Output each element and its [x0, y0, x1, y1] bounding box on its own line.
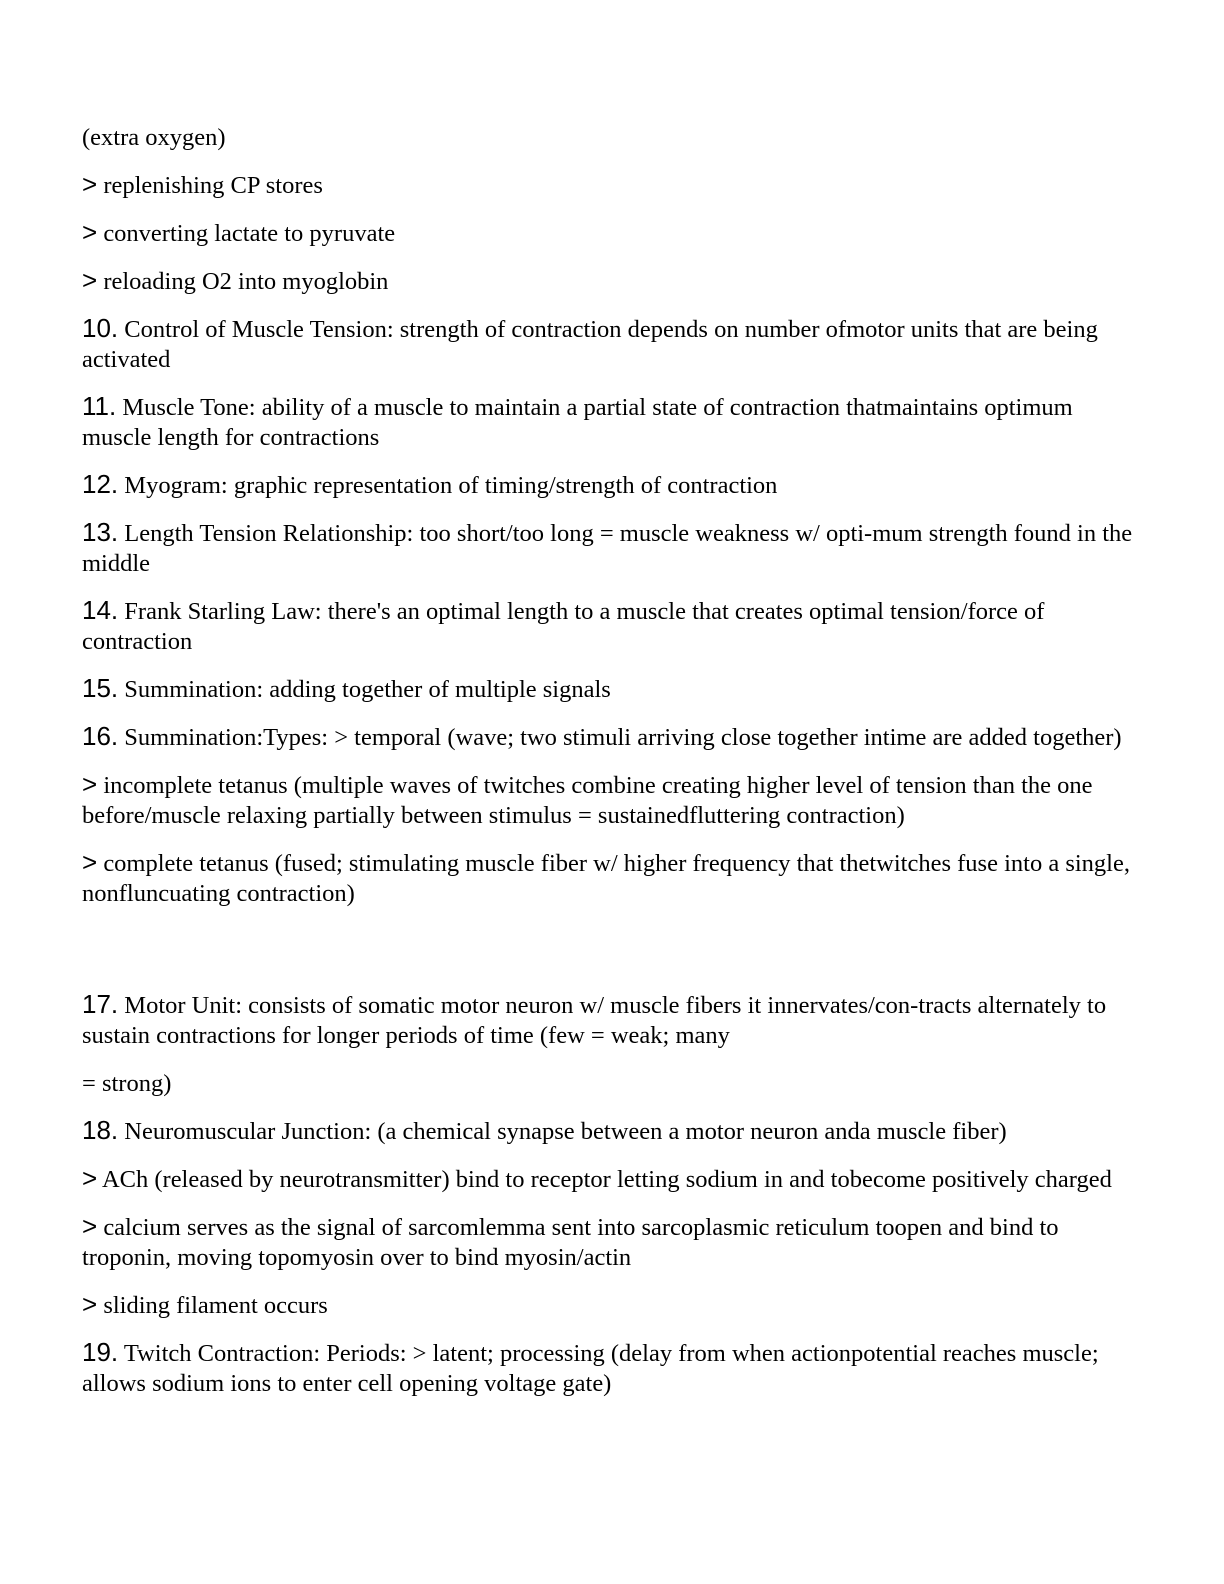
bullet-marker: >: [82, 265, 98, 295]
item-number: 16.: [82, 721, 119, 751]
paragraph-text: incomplete tetanus (multiple waves of twitches combine creating higher level of tension than the one before/muscle relaxing partially between stimulus = sustainedfluttering contraction): [82, 772, 1093, 829]
item-number: 18.: [82, 1115, 119, 1145]
note-paragraph: [82, 769, 1142, 831]
paragraph-text: (extra oxygen): [82, 124, 226, 151]
note-paragraph: [82, 721, 1142, 753]
paragraph-text: complete tetanus (fused; stimulating muscle fiber w/ higher frequency that thetwitches fuse into a single, nonfluncuating contraction): [82, 850, 1130, 907]
paragraph-text: = strong): [82, 1070, 172, 1097]
paragraph-text: Summination:Types: > temporal (wave; two stimuli arriving close together intime are added together): [118, 724, 1122, 751]
bullet-marker: >: [82, 1163, 98, 1193]
bullet-marker: >: [82, 169, 98, 199]
item-number: 12.: [82, 469, 119, 499]
paragraph-text: calcium serves as the signal of sarcomlemma sent into sarcoplasmic reticulum toopen and bind to troponin, moving topomyosin over to bind myosin/actin: [82, 1214, 1059, 1271]
paragraph-text: sliding filament occurs: [97, 1292, 328, 1319]
note-paragraph: [82, 595, 1142, 657]
note-paragraph: [82, 673, 1142, 705]
paragraph-text: Control of Muscle Tension: strength of contraction depends on number ofmotor units that are being activated: [82, 316, 1098, 373]
note-paragraph: [82, 391, 1142, 453]
note-paragraph: [82, 1211, 1142, 1273]
note-paragraph: [82, 1115, 1142, 1147]
note-paragraph: [82, 217, 1142, 249]
section-gap: [82, 925, 1142, 989]
paragraph-text: Length Tension Relationship: too short/too long = muscle weakness w/ opti-mum strength found in the middle: [82, 520, 1133, 577]
item-number: 10.: [82, 313, 119, 343]
note-paragraph: [82, 1163, 1142, 1195]
note-paragraph: [82, 989, 1142, 1051]
paragraph-text: Muscle Tone: ability of a muscle to maintain a partial state of contraction thatmaintains optimum muscle length for contractions: [82, 394, 1073, 451]
note-paragraph: [82, 517, 1142, 579]
bullet-marker: >: [82, 217, 98, 247]
paragraph-text: converting lactate to pyruvate: [97, 220, 396, 247]
item-number: 19.: [82, 1337, 119, 1367]
paragraph-text: Frank Starling Law: there's an optimal length to a muscle that creates optimal tension/force of contraction: [82, 598, 1045, 655]
paragraph-text: Twitch Contraction: Periods: > latent; processing (delay from when actionpotential reaches muscle; allows sodium ions to enter cell opening voltage gate): [82, 1340, 1099, 1397]
item-number: 11.: [82, 391, 117, 421]
paragraph-text: Neuromuscular Junction: (a chemical synapse between a motor neuron anda muscle fiber): [118, 1118, 1007, 1145]
item-number: 14.: [82, 595, 119, 625]
item-number: 15.: [82, 673, 119, 703]
note-paragraph: [82, 1067, 1142, 1099]
paragraph-text: ACh (released by neurotransmitter) bind to receptor letting sodium in and tobecome positively charged: [97, 1166, 1112, 1193]
paragraph-text: Motor Unit: consists of somatic motor neuron w/ muscle fibers it innervates/con-tracts alternately to sustain contractions for longer periods of time (few = weak; many: [82, 992, 1107, 1049]
bullet-marker: >: [82, 1289, 98, 1319]
note-paragraph: [82, 169, 1142, 201]
note-paragraph: [82, 469, 1142, 501]
bullet-marker: >: [82, 769, 98, 799]
bullet-marker: >: [82, 847, 98, 877]
paragraph-text: replenishing CP stores: [97, 172, 323, 199]
note-paragraph: [82, 265, 1142, 297]
notes-body: [82, 121, 1142, 1415]
item-number: 13.: [82, 517, 119, 547]
paragraph-text: Myogram: graphic representation of timing/strength of contraction: [118, 472, 778, 499]
paragraph-text: Summination: adding together of multiple signals: [118, 676, 611, 703]
note-paragraph: [82, 313, 1142, 375]
note-paragraph: [82, 121, 1142, 153]
note-paragraph: [82, 1289, 1142, 1321]
note-paragraph: [82, 1337, 1142, 1399]
item-number: 17.: [82, 989, 119, 1019]
paragraph-text: reloading O2 into myoglobin: [97, 268, 389, 295]
bullet-marker: >: [82, 1211, 98, 1241]
note-paragraph: [82, 847, 1142, 909]
